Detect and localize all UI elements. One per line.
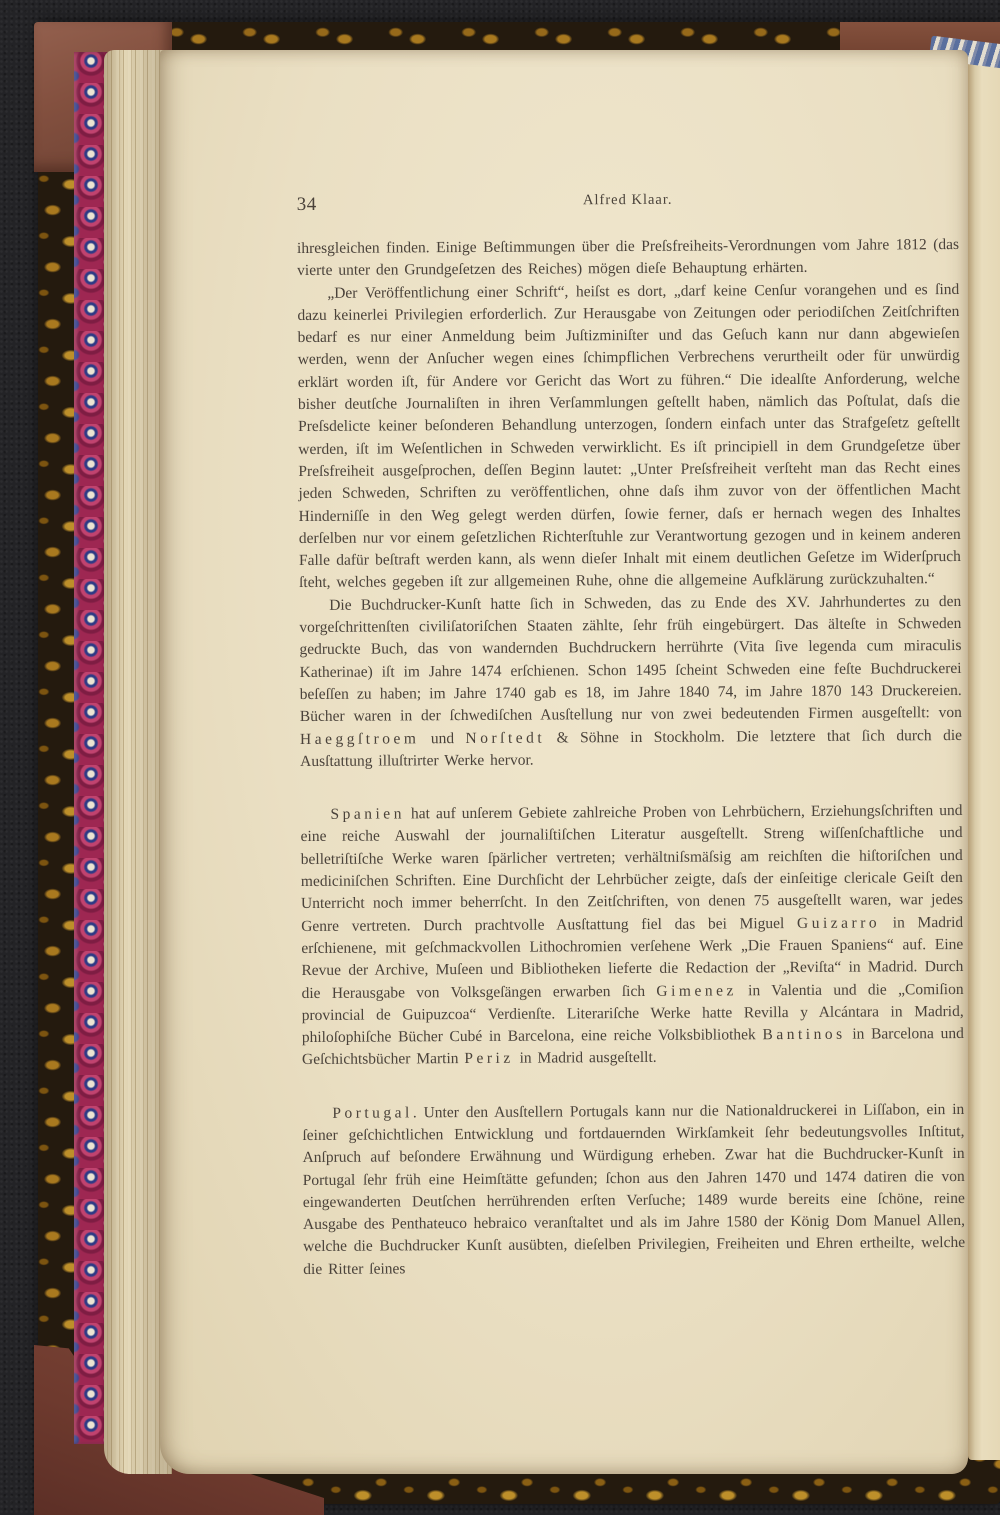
- emphasized-name: Norſtedt: [465, 729, 546, 747]
- text-block: [297, 190, 966, 1281]
- emphasized-name: Periz: [464, 1050, 514, 1068]
- text-segment: Die Buchdrucker-Kunſt hatte ſich in Schweden, das zu Ende des XV. Jahrhundertes zu den vorgeſchrittenſten civiliſatoriſchen Staaten zählte, ſehr früh eingebürgert. Das älteſte in Schweden gedruckte Buch, das von wandernden Buchdruckern herrührte (Vita ſive legenda cum miraculis Katherinae) iſt im Jahre 1474 erſchienen. Schon 1495 ſcheint Schweden eine feſte Buchdruckerei beſeſſen zu haben; im Jahre 1740 gab es 18, im Jahre 1840 74, im Jahre 1870 143 Druckereien. Bücher waren in der ſchwediſchen Ausſtellung nur von zwei bedeutenden Firmen ausgeſtellt: von: [299, 592, 962, 726]
- page-number: 34: [296, 193, 317, 216]
- text-segment: ihresgleichen finden. Einige Beſtimmungen über die Preſsfreiheits-Verordnungen vom Jahre 1812 (das vierte unter den Grundgeſetzen des Reiches) mögen dieſe Behauptung erhärten.: [296, 235, 960, 280]
- emphasized-name: Haeggſtroem: [299, 729, 420, 748]
- text-segment: in Barcelona und Geſchichtsbücher Martin: [301, 1025, 964, 1069]
- page-header: [297, 190, 959, 216]
- paragraph: [300, 800, 964, 1072]
- text-segment: und: [419, 729, 466, 747]
- marbled-endpaper-strip: [74, 52, 108, 1444]
- book-page: [160, 50, 968, 1474]
- paragraph: [302, 1099, 965, 1281]
- emphasized-name: Gimenez: [656, 981, 737, 1000]
- paragraph: [297, 234, 959, 283]
- emphasized-name: Bantinos: [762, 1025, 846, 1044]
- text-segment: in Madrid erſchienene, mit geſchmackvollen Lithochromien verſehene Werk „Die Frauen Spaniens“ auf. Eine Revue der Archive, Muſeen und Bibliotheken lieferte die Redaction der „Reviſta“ in Madrid. Durch die Herausgabe von Volksgeſängen erwarben ſich: [301, 913, 964, 1002]
- body-text: [297, 234, 965, 1281]
- text-segment: „Der Veröffentlichung einer Schrift“, heiſst es dort, „darf keine Cenſur vorangehen und es ſind dazu keinerlei Privilegien erforderlich. Zur Herausgabe von Zeitungen oder periodiſchen Zeitſchriften bedarf es nur einer Anmeldung beim Juſtizminiſter und das Geſuch kann nur dann abgewieſen werden, wenn der Anſucher wegen eines ſchimpflichen Verbrechens verurtheilt oder für unwürdig erklärt worden iſt, für Andere vor Gericht das Wort zu führen.“ Die idealſte Anforderung, welche bisher deutſche Journaliſten in ihren Verſammlungen geſtellt haben, nämlich das Poſtulat, daſs die Preſsdelicte keiner beſonderen Behandlung unterzogen, ſondern einfach unter das Strafgeſetz geſtellt werden, iſt im Weſentlichen in Schweden verwirklicht. Es iſt principiell in dem Grundgeſetze über Preſsfreiheit ausgeſprochen, deſſen Beginn lautet: „Unter Preſsfreiheit verſteht man das Recht eines jeden Schweden, Schriften zu veröffentlichen, ohne daſs ihm zuvor von der öffentlichen Macht Hinderniſſe in den Weg gelegt werden dürfen, ſowie ferner, daſs er hernach wegen des Inhaltes derſelben nur vor einem geſetzlichen Richterſtuhle zur Verantwortung gezogen und in keinem anderen Falle dafür beſtraft werden kann, als wenn dieſer Inhalt mit einem deutlichen Geſetze im Widerſpruch ſteht, welches gegeben iſt zur allgemeinen Ruhe, ohne die allgemeine Aufklärung zurückzuhalten.“: [297, 280, 961, 592]
- text-segment: . Unter den Ausſtellern Portugals kann nur die Nationaldruckerei in Liſſabon, ein in ſeiner geſchichtlichen Entwicklung und fortdauernden Wirkſamkeit ſehr bedeutungsvolles Inſtitut, Anſpruch auf beſondere Erwähnung und Würdigung erheben. Zwar hat die Buchdrucker-Kunſt in Portugal ſehr früh eine Heimſtätte gefunden; ſchon aus den Jahren 1470 und 1474 datiren die von eingewanderten Deutſchen herrührenden erſten Verſuche; 1489 wurde bereits eine ſchöne, reine Ausgabe des Penthateuco hebraico veranſtaltet und als im Jahre 1580 der König Dom Manuel Allen, welche die Buchdrucker Kunſt ausübten, dieſelben Privilegien, Freiheiten und Ehren ertheilte, welche die Ritter ſeines: [302, 1100, 966, 1278]
- running-header: Alfred Klaar.: [582, 191, 673, 209]
- text-segment: & Söhne in Stockholm. Die letztere that ſich durch die Ausſtattung illuſtrirter Werke hervor.: [300, 726, 963, 770]
- emphasized-name: Guizarro: [796, 914, 881, 932]
- facing-page-edge: [968, 58, 1000, 1460]
- paragraph: [299, 591, 962, 773]
- text-segment: in Madrid ausgeſtellt.: [513, 1049, 657, 1068]
- paragraph: [297, 279, 961, 595]
- emphasized-name: Portugal: [332, 1104, 413, 1122]
- text-segment: hat auf unſerem Gebiete zahlreiche Proben von Lehrbüchern, Erziehungsſchriften und eine reiche Auswahl der journaliſtiſchen Literatur ausgeſtellt. Streng wiſſenſchaftliche und belletriſtiſche Werke waren ſpärlicher vertreten; verhältniſsmäſsig am reichſten die hiſtoriſchen und mediciniſchen Schriften. Eine Durchſicht der Lehrbücher zeigte, daſs der einſeitige clericale Geiſt den Unterricht noch immer beherrſcht. In den Zeitſchriften, von denen 75 ausgeſtellt waren, war jedes Genre vertreten. Durch prachtvolle Ausſtattung fiel das bei Miguel: [300, 802, 964, 935]
- text-segment: in Valentia und die „Comiſion provincial de Guipuzcoa“ Verdienſte. Literariſche Werke hatte Revilla y Alcántara in Madrid, philoſophiſche Bücher Cubé in Barcelona, eine reiche Volksbibliothek: [301, 980, 964, 1047]
- emphasized-name: Spanien: [330, 805, 405, 823]
